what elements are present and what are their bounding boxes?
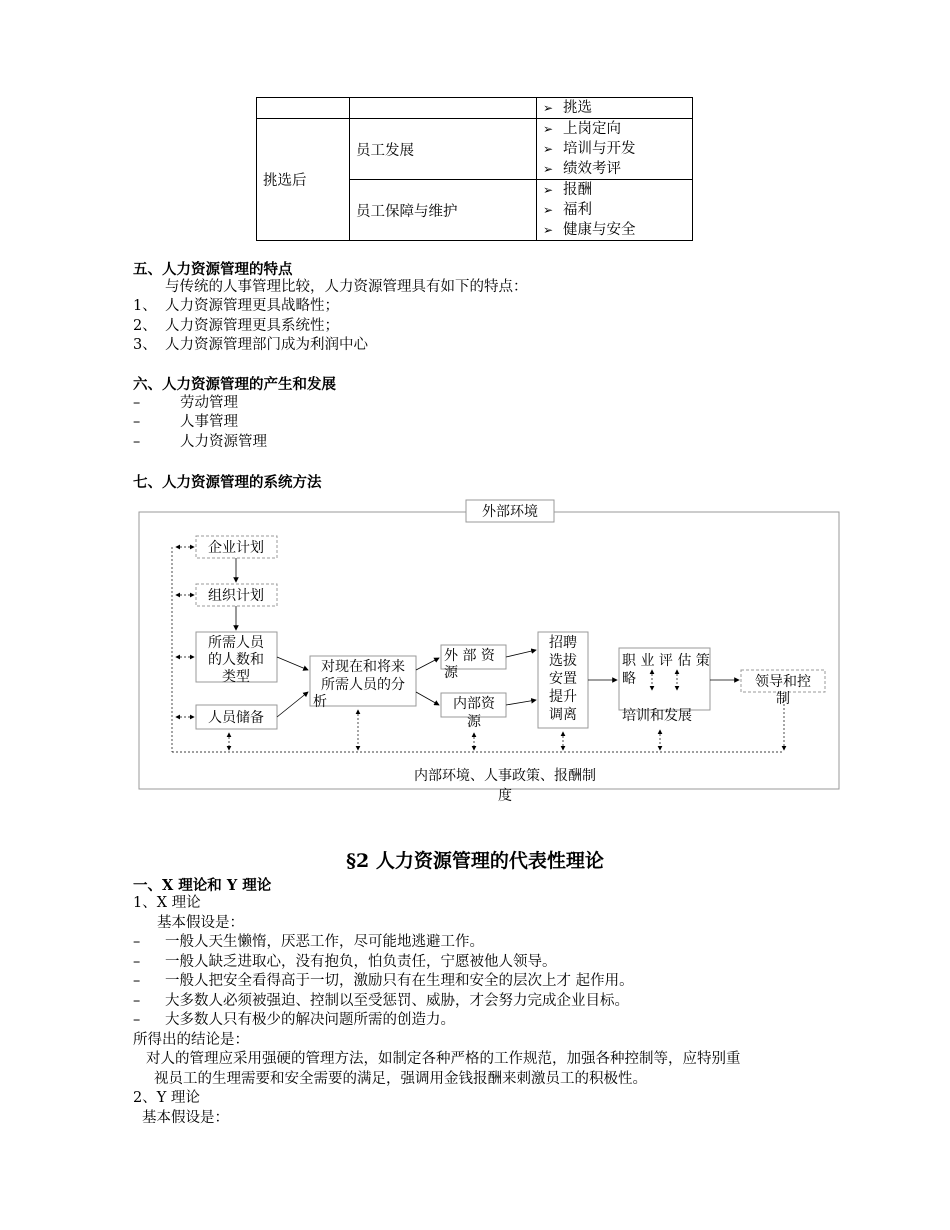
category-cell: 员工保障与维护 — [350, 180, 537, 241]
list-item-text: 大多数人只有极少的解决问题所需的创造力。 — [165, 1012, 455, 1028]
dash-marker: – — [133, 434, 141, 450]
list-item: 2、 — [133, 318, 157, 334]
arrow-bullet-icon: ➢ — [543, 142, 554, 156]
list-item-text: 人事管理 — [180, 414, 238, 430]
dash-marker: – — [133, 414, 141, 430]
bullet-item: ➢ 报酬 — [543, 182, 592, 198]
dash-marker: – — [133, 973, 141, 989]
subheading: 1、X 理论 — [133, 895, 201, 911]
training-label: 培训和发展 — [622, 708, 692, 724]
arrow-bullet-icon: ➢ — [543, 183, 554, 197]
subheading: 2、Y 理论 — [133, 1090, 200, 1106]
section-heading: 一、X 理论和 Y 理论 — [133, 877, 272, 894]
paragraph: 基本假设是： — [142, 1110, 229, 1126]
list-item-text: 人力资源管理部门成为利润中心 — [165, 337, 368, 353]
list-item: 1、 — [133, 298, 157, 314]
list-item-text: 一般人把安全看得高于一切，激励只有在生理和安全的层次上才 起作用。 — [165, 973, 634, 989]
external-env-label: 外部环境 — [482, 504, 538, 520]
internal-source-label: 源 — [467, 714, 481, 730]
list-item-text: 人力资源管理更具战略性； — [165, 298, 339, 314]
arrow-bullet-icon: ➢ — [543, 223, 554, 237]
dash-marker: – — [133, 993, 141, 1009]
list-item-text: 人力资源管理 — [180, 434, 267, 450]
internal-env-label: 内部环境、人事政策、报酬制 — [414, 768, 596, 784]
analysis-label: 析 — [313, 694, 327, 710]
internal-env-label: 度 — [498, 788, 512, 804]
bullet-item: ➢ 挑选 — [543, 100, 592, 116]
bullet-item: ➢ 培训与开发 — [543, 141, 636, 157]
dash-marker: – — [133, 1012, 141, 1028]
paragraph: 视员工的生理需要和安全需要的满足，强调用金钱报酬来刺激员工的积极性。 — [154, 1071, 647, 1087]
needed-staff-label: 所需人员 — [208, 635, 264, 651]
career-label: 职 业 评 估 策 — [622, 653, 710, 669]
external-source-label: 源 — [444, 665, 458, 681]
lead-control-label: 制 — [776, 691, 790, 707]
lead-control-label: 领导和控 — [755, 674, 811, 690]
recruit-label: 选拔 — [549, 653, 577, 669]
enterprise-plan-label: 企业计划 — [208, 540, 264, 556]
internal-source-label: 内部资 — [453, 696, 495, 712]
paragraph: 基本假设是： — [157, 915, 244, 931]
section-heading: 七、人力资源管理的系统方法 — [133, 474, 322, 491]
recruit-label: 安置 — [549, 671, 577, 687]
recruit-label: 提升 — [549, 689, 577, 705]
needed-staff-label: 类型 — [222, 669, 250, 685]
org-plan-label: 组织计划 — [208, 588, 264, 604]
list-item-text: 人力资源管理更具系统性； — [165, 318, 339, 334]
staff-reserve-label: 人员储备 — [208, 710, 264, 726]
external-source-label: 外 部 资 — [444, 648, 495, 664]
list-item-text: 大多数人必须被强迫、控制以至受惩罚、威胁，才会努力完成企业目标。 — [165, 993, 629, 1009]
dash-marker: – — [133, 395, 141, 411]
arrow-bullet-icon: ➢ — [543, 101, 554, 115]
analysis-label: 对现在和将来 — [321, 659, 405, 675]
bullet-item: ➢ 健康与安全 — [543, 222, 636, 238]
career-label: 略 — [622, 671, 636, 687]
bullet-item: ➢ 福利 — [543, 202, 592, 218]
list-item: 3、 — [133, 337, 157, 353]
arrow-bullet-icon: ➢ — [543, 122, 554, 136]
recruit-label: 调离 — [549, 707, 577, 723]
section-heading: 五、人力资源管理的特点 — [133, 261, 293, 278]
list-item-text: 一般人天生懒惰，厌恶工作，尽可能地逃避工作。 — [165, 934, 484, 950]
dash-marker: – — [133, 934, 141, 950]
bullet-item: ➢ 上岗定向 — [543, 121, 621, 137]
list-item-text: 劳动管理 — [180, 395, 238, 411]
category-cell: 员工发展 — [350, 119, 537, 180]
arrow-bullet-icon: ➢ — [543, 203, 554, 217]
paragraph: 对人的管理应采用强硬的管理方法，如制定各种严格的工作规范，加强各种控制等，应特别重 — [146, 1051, 741, 1067]
list-item-text: 一般人缺乏进取心，没有抱负，怕负责任，宁愿被他人领导。 — [165, 954, 557, 970]
recruit-label: 招聘 — [549, 635, 577, 651]
chapter-title: §2 人力资源管理的代表性理论 — [346, 850, 604, 872]
paragraph: 与传统的人事管理比较，人力资源管理具有如下的特点： — [165, 279, 528, 295]
after-selection-cell: 挑选后 — [257, 119, 350, 241]
paragraph: 所得出的结论是： — [133, 1032, 249, 1048]
dash-marker: – — [133, 954, 141, 970]
section-heading: 六、人力资源管理的产生和发展 — [133, 376, 336, 393]
bullet-item: ➢ 绩效考评 — [543, 161, 621, 177]
analysis-label: 所需人员的分 — [321, 677, 405, 693]
arrow-bullet-icon: ➢ — [543, 162, 554, 176]
needed-staff-label: 的人数和 — [208, 652, 264, 668]
